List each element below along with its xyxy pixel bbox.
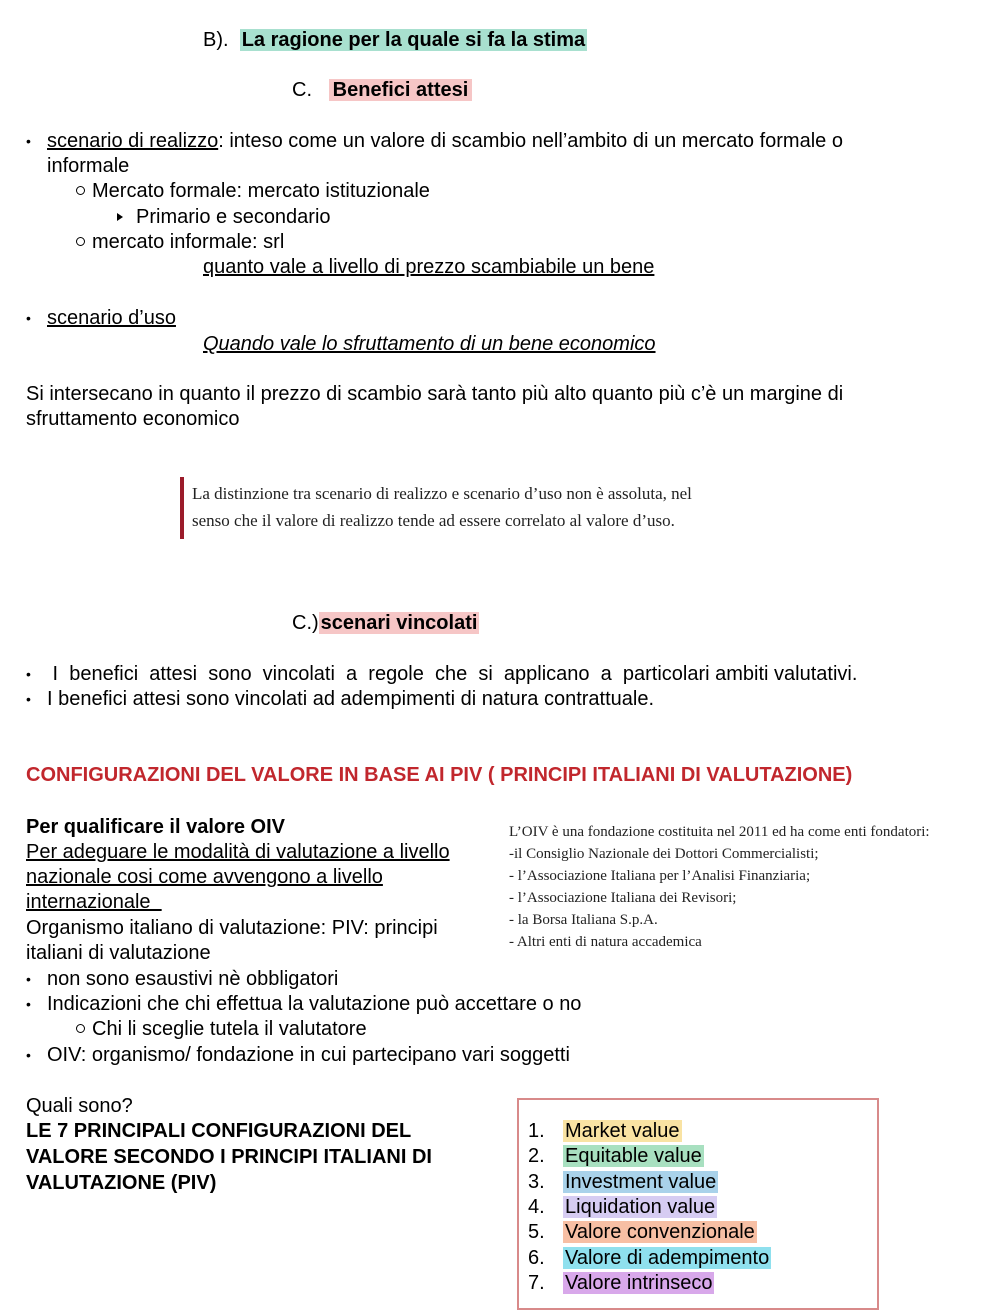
bullet-icon: • — [26, 666, 31, 682]
realizzo-sub1a: Primario e secondario — [136, 206, 331, 228]
bullet-icon: • — [26, 1047, 31, 1063]
value-list-label: Liquidation value — [565, 1195, 716, 1218]
value-list-label: Market value — [565, 1120, 680, 1142]
realizzo-rest: : inteso come un valore di scambio nell’ambito di un mercato formale o — [218, 130, 843, 152]
qualificare-b1: non sono esaustivi nè obbligatori — [47, 968, 339, 990]
value-list-number: 1. — [528, 1120, 545, 1142]
oiv-note-2: - l’Associazione Italiana per l’Analisi Finanziaria; — [509, 868, 811, 884]
heading-c1 — [292, 78, 472, 103]
qualificare-p2: italiani di valutazione — [26, 942, 211, 964]
qualificare-title: Per qualificare il valore OIV — [26, 816, 286, 838]
uso-term: scenario d’uso — [47, 307, 176, 329]
qualificare-u3: internazionale — [26, 891, 162, 913]
quali-title-1: LE 7 PRINCIPALI CONFIGURAZIONI DEL — [26, 1120, 412, 1142]
qualificare-b2a: Chi li sceglie tutela il valutatore — [92, 1018, 367, 1040]
intersect-line1: Si intersecano in quanto il prezzo di scambio sarà tanto più alto quanto più c’è un margine di — [26, 383, 844, 405]
qualificare-u2: nazionale cosi come avvengono a livello — [26, 866, 383, 888]
heading-c1-prefix: C. — [292, 79, 312, 101]
bullet-icon: • — [26, 133, 31, 149]
vincolati-b1: I benefici attesi sono vincolati a regole che si applicano a particolari ambiti valutativi. — [47, 663, 858, 685]
bullet-icon: • — [26, 310, 31, 326]
oiv-note-0: L’OIV è una fondazione costituita nel 2011 ed ha come enti fondatori: — [509, 824, 930, 840]
value-list-number: 5. — [528, 1221, 545, 1244]
vincolati-b2: I benefici attesi sono vincolati ad adempimenti di natura contrattuale. — [47, 688, 655, 710]
heading-b-prefix: B). — [203, 29, 229, 51]
circle-bullet-icon — [76, 1024, 85, 1033]
qualificare-b2: Indicazioni che chi effettua la valutazione può accettare o no — [47, 993, 582, 1015]
value-list-label: Investment value — [565, 1170, 717, 1193]
value-list-number: 7. — [528, 1271, 545, 1294]
heading-c2-prefix: C.) — [292, 612, 319, 634]
value-list-item — [528, 1220, 757, 1245]
quote-line1: La distinzione tra scenario di realizzo e scenario d’uso non è assoluta, nel — [192, 484, 692, 503]
realizzo-line1 — [47, 129, 843, 154]
value-list-item — [528, 1119, 682, 1144]
quote-line2: senso che il valore di realizzo tende ad essere correlato al valore d’uso. — [192, 511, 675, 530]
bullet-icon: • — [26, 691, 31, 707]
value-list-item — [528, 1246, 771, 1271]
realizzo-sub1: Mercato formale: mercato istituzionale — [92, 180, 430, 202]
quote-bar — [180, 477, 184, 539]
circle-bullet-icon — [76, 186, 85, 195]
value-list-number: 6. — [528, 1246, 545, 1269]
heading-c2 — [292, 611, 479, 636]
value-list-label: Valore di adempimento — [565, 1246, 770, 1269]
oiv-note-5: - Altri enti di natura accademica — [509, 934, 702, 950]
uso-note: Quando vale lo sfruttamento di un bene economico — [203, 333, 656, 355]
heading-b — [203, 28, 587, 53]
config-title: CONFIGURAZIONI DEL VALORE IN BASE AI PIV ( PRINCIPI ITALIANI DI VALUTAZIONE) — [26, 764, 853, 786]
heading-b-text: La ragione per la quale si fa la stima — [241, 29, 586, 51]
value-list-label: Valore convenzionale — [565, 1221, 755, 1244]
quali-title-2: VALORE SECONDO I PRINCIPI ITALIANI DI — [26, 1146, 432, 1168]
oiv-note-3: - l’Associazione Italiana dei Revisori; — [509, 890, 737, 906]
value-list-label: Equitable value — [565, 1145, 702, 1168]
realizzo-line2: informale — [47, 155, 130, 177]
value-list-number: 4. — [528, 1195, 545, 1218]
triangle-bullet-icon — [117, 213, 123, 221]
qualificare-p1: Organismo italiano di valutazione: PIV: principi — [26, 917, 438, 939]
circle-bullet-icon — [76, 237, 85, 246]
realizzo-sub2: mercato informale: srl — [92, 231, 285, 253]
value-list-item — [528, 1144, 704, 1169]
bullet-icon: • — [26, 971, 31, 987]
value-list-number: 3. — [528, 1170, 545, 1193]
quali-title-3: VALUTAZIONE (PIV) — [26, 1172, 217, 1194]
quali-question: Quali sono? — [26, 1095, 133, 1117]
qualificare-b3: OIV: organismo/ fondazione in cui partecipano vari soggetti — [47, 1044, 570, 1066]
value-list-item — [528, 1170, 718, 1195]
value-list-label: Valore intrinseco — [565, 1271, 713, 1294]
bullet-icon: • — [26, 996, 31, 1012]
qualificare-u1: Per adeguare le modalità di valutazione a livello — [26, 841, 450, 863]
heading-c2-text: scenari vincolati — [320, 612, 478, 634]
realizzo-term: scenario di realizzo — [47, 130, 219, 152]
value-list-number: 2. — [528, 1145, 545, 1168]
oiv-note-1: -il Consiglio Nazionale dei Dottori Commercialisti; — [509, 846, 819, 862]
value-list-item — [528, 1271, 714, 1296]
intersect-line2: sfruttamento economico — [26, 408, 240, 430]
realizzo-note: quanto vale a livello di prezzo scambiabile un bene — [203, 256, 655, 278]
oiv-note-4: - la Borsa Italiana S.p.A. — [509, 912, 658, 928]
heading-c1-text: Benefici attesi — [329, 79, 473, 101]
value-list-item — [528, 1195, 717, 1220]
